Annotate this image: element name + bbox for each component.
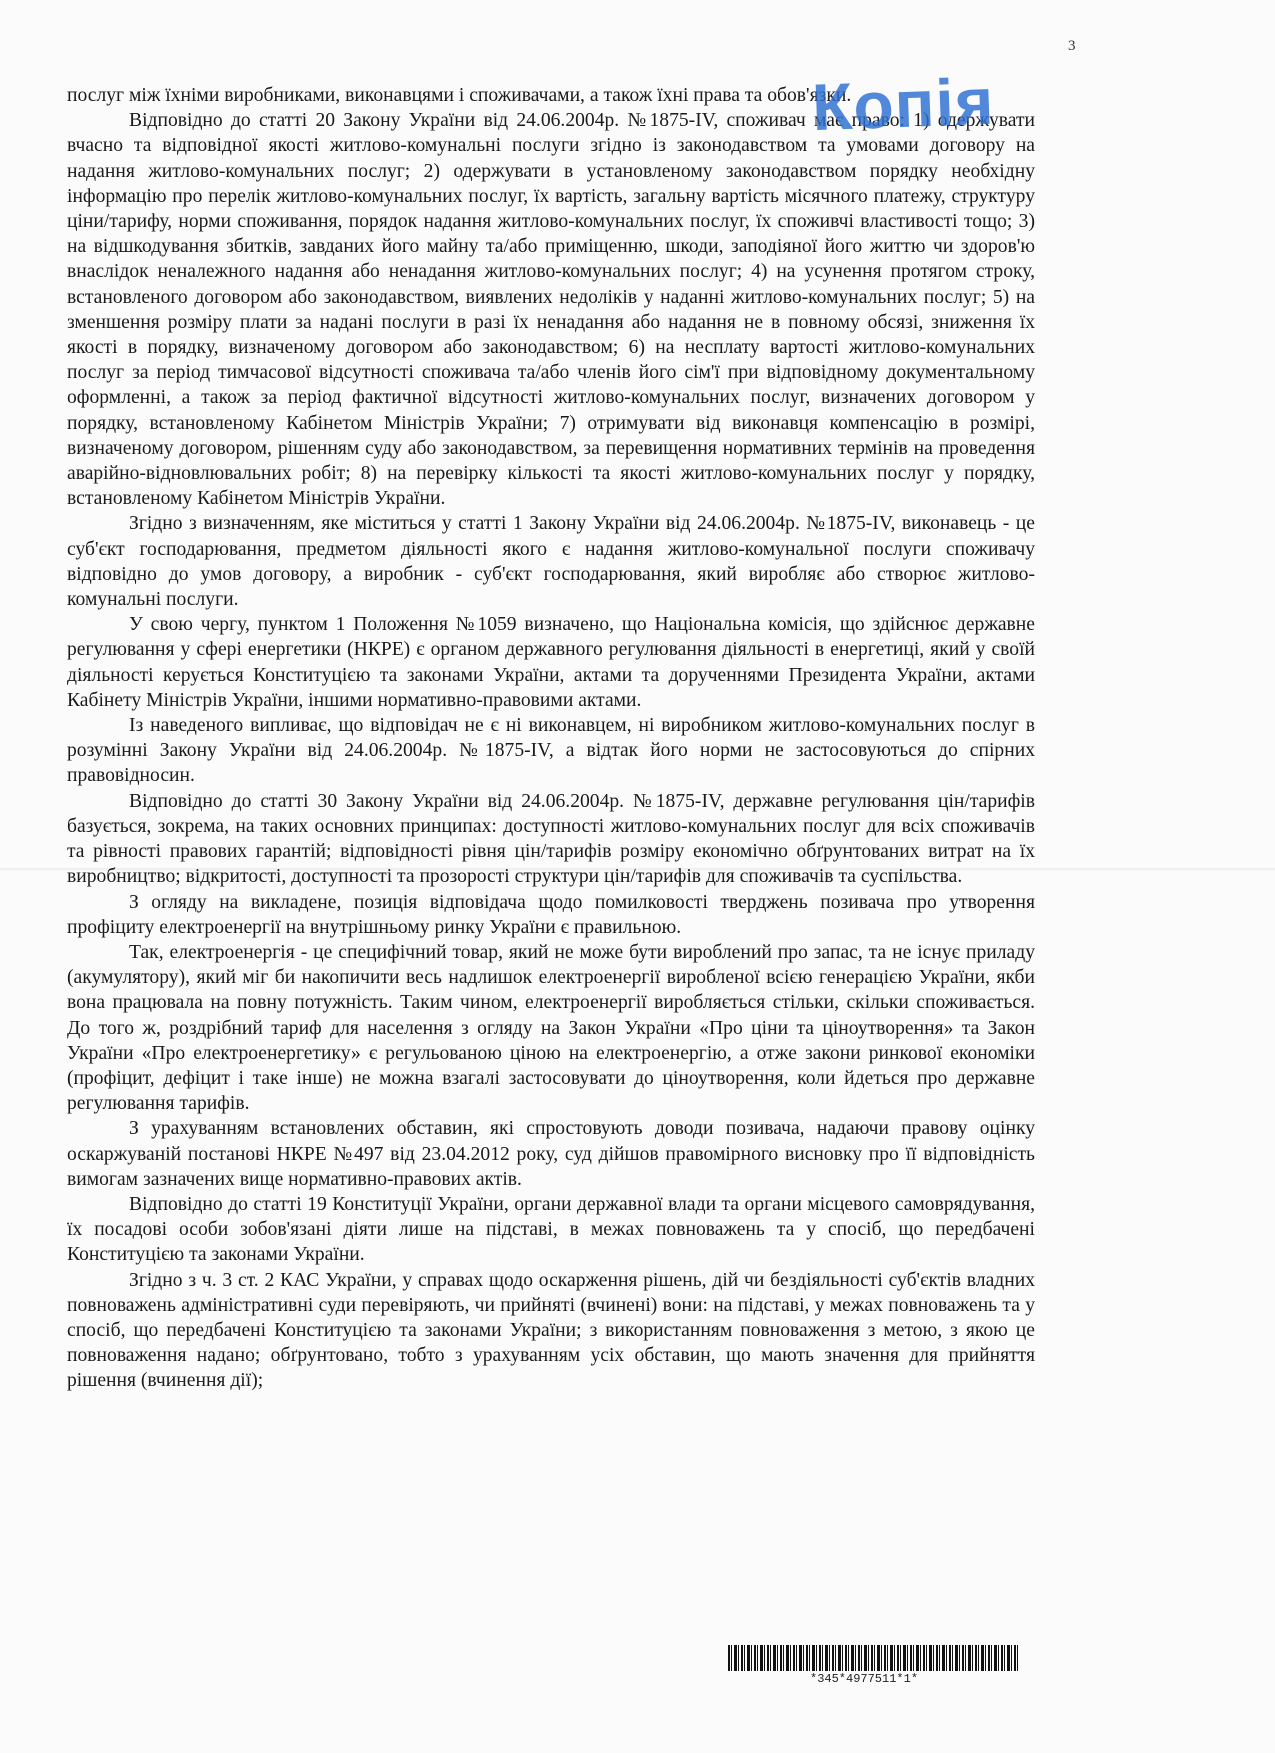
page-number: 3: [1068, 38, 1076, 54]
paragraph: Відповідно до статті 30 Закону України від 24.06.2004р. №1875-IV, державне регулювання цін/тарифів базується, зокрема, на таких основних принципах: доступності житлово-комунальних послуг для всіх споживачів та рівності правових гарантій; відповідності рівня цін/тарифів розміру економічно обґрунтованих витрат на їх виробництво; відкритості, доступності та прозорості структури цін/тарифів для споживачів та суспільства.: [67, 790, 1035, 888]
paragraph: Згідно з ч. 3 ст. 2 КАС України, у справах щодо оскарження рішень, дій чи бездіяльності суб'єктів владних повноважень адміністративні суди перевіряють, чи прийняті (вчинені) вони: на підставі, у межах повноважень та у спосіб, що передбачені Конституцією та законами України; з використанням повноваження з метою, з якою це повноваження надано; обґрунтовано, тобто з урахуванням усіх обставин, що мають значення для прийняття рішення (вчинення дії);: [67, 1269, 1035, 1392]
paragraph: Відповідно до статті 20 Закону України від 24.06.2004р. №1875-IV, споживач має право: 1) одержувати вчасно та відповідної якості житлово-комунальні послуги згідно із законодавством та умовами договору на надання житлово-комунальних послуг; 2) одержувати в установленому законодавством порядку необхідну інформацію про перелік житлово-комунальних послуг, їх вартість, загальну вартість місячного платежу, структуру ціни/тарифу, норми споживання, порядок надання житлово-комунальних послуг, їх споживчі властивості тощо; 3) на відшкодування збитків, завданих його майну та/або приміщенню, шкоди, заподіяної його життю чи здоров'ю внаслідок неналежного надання або ненадання житлово-комунальних послуг; 4) на усунення протягом строку, встановленого договором або законодавством, виявлених недоліків у наданні житлово-комунальних послуг; 5) на зменшення розміру плати за надані послуги в разі їх ненадання або надання не в повному обсязі, зниження їх якості в порядку, визначеному договором або законодавством; 6) на несплату вартості житлово-комунальних послуг за період тимчасової відсутності споживача та/або членів його сім'ї при відповідному документальному оформленні, а також за період фактичної відсутності житлово-комунальних послуг, визначених договором у порядку, встановленому Кабінетом Міністрів України; 7) отримувати від виконавця компенсацію в розмірі, визначеному договором, рішенням суду або законодавством, за перевищення нормативних термінів на проведення аварійно-відновлювальних робіт; 8) на перевірку кількості та якості житлово-комунальних послуг у порядку, встановленому Кабінетом Міністрів України.: [67, 110, 1035, 510]
paragraph: Згідно з визначенням, яке міститься у статті 1 Закону України від 24.06.2004р. №1875-IV, виконавець - це суб'єкт господарювання, предметом діяльності якого є надання житлово-комунальної послуги споживачу відповідно до умов договору, а виробник - суб'єкт господарювання, який виробляє або створює житлово-комунальні послуги.: [67, 513, 1035, 611]
document-body: [67, 83, 1035, 1394]
barcode-number: *345*4977511*1*: [810, 1672, 919, 1686]
paragraph: У свою чергу, пунктом 1 Положення №1059 визначено, що Національна комісія, що здійснює державне регулювання у сфері енергетики (НКРЕ) є органом державного регулювання діяльності в енергетиці, який у своїй діяльності керується Конституцією та законами України, актами та дорученнями Президента України, актами Кабінету Міністрів України, іншими нормативно-правовими актами.: [67, 614, 1035, 711]
paragraph: послуг між їхніми виробниками, виконавцями і споживачами, а також їхні права та обов'язки.: [67, 85, 852, 106]
barcode: [728, 1645, 1018, 1671]
paragraph: З огляду на викладене, позиція відповідача щодо помилковості тверджень позивача про утворення профіциту електроенергії на внутрішньому ринку України є правильною.: [67, 891, 1035, 938]
paragraph: Так, електроенергія - це специфічний товар, який не може бути вироблений про запас, та не існує приладу (акумулятору), який міг би накопичити весь надлишок електроенергії виробленої всією генерацією України, якби вона працювала на повну потужність. Таким чином, електроенергії виробляється стільки, скільки споживається. До того ж, роздрібний тариф для населення з огляду на Закон України «Про ціни та ціноутворення» та Закон України «Про електроенергетику» є регульованою ціною на електроенергію, а отже закони ринкової економіки (профіцит, дефіцит і таке інше) не можна взагалі застосовувати до ціноутворення, коли йдеться про державне регулювання тарифів.: [67, 941, 1035, 1115]
paragraph: Із наведеного випливає, що відповідач не є ні виконавцем, ні виробником житлово-комунальних послуг в розумінні Закону України від 24.06.2004р. №1875-IV, а відтак його норми не застосовуються до спірних правовідносин.: [67, 715, 1035, 787]
copy-stamp: Копія: [810, 63, 996, 145]
paragraph: Відповідно до статті 19 Конституції України, органи державної влади та органи місцевого самоврядування, їх посадові особи зобов'язані діяти лише на підставі, в межах повноважень та у спосіб, що передбачені Конституцією та законами України.: [67, 1193, 1035, 1266]
paragraph: З урахуванням встановлених обставин, які спростовують доводи позивача, надаючи правову оцінку оскаржуваній постанові НКРЕ №497 від 23.04.2012 року, суд дійшов правомірного висновку про її відповідність вимогам зазначених вище нормативно-правових актів.: [67, 1118, 1035, 1190]
